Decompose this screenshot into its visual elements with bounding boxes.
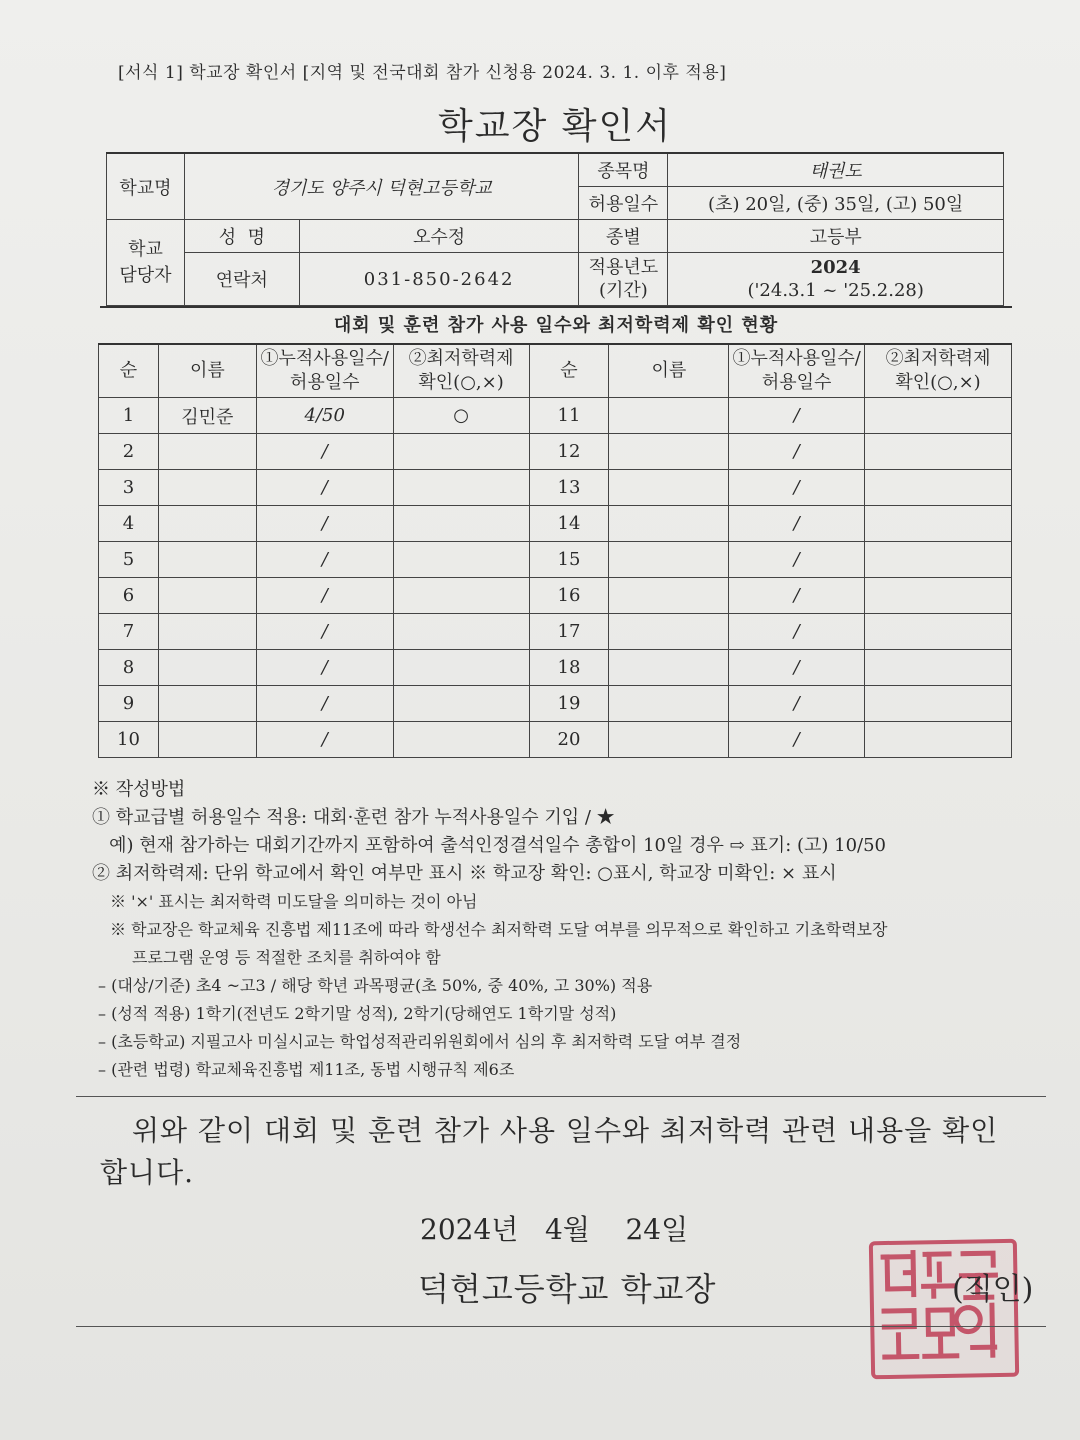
confirmation-line-1: 위와 같이 대회 및 훈련 참가 사용 일수와 최저학력 관련 내용을 확인 bbox=[132, 1114, 999, 1147]
row-name-2 bbox=[609, 434, 729, 470]
header-check-line1: ②최저학력제 bbox=[408, 348, 514, 369]
period-value: ('24.3.1 ~ '25.2.28) bbox=[747, 280, 924, 301]
note-dash-4: – (관련 법령) 학교체육진흥법 제11조, 동법 시행규칙 제6조 bbox=[98, 1060, 515, 1079]
school-label: 학교명 bbox=[107, 153, 185, 220]
signature-date: 2024년 4월 24일 bbox=[420, 1213, 689, 1246]
row-days-2: / bbox=[729, 434, 865, 470]
row-no: 2 bbox=[99, 434, 159, 470]
row-check-2 bbox=[865, 470, 1012, 506]
row-days-2: / bbox=[729, 650, 865, 686]
sport-value: 태권도 bbox=[668, 153, 1004, 187]
confirmation-text bbox=[100, 1110, 1040, 1194]
row-name bbox=[158, 614, 256, 650]
section-title: 대회 및 훈련 참가 사용 일수와 최저학력제 확인 현황 bbox=[100, 306, 1012, 344]
participation-table bbox=[98, 343, 1012, 758]
row-check-2 bbox=[865, 542, 1012, 578]
row-days-2: / bbox=[729, 722, 865, 758]
name-value: 오수정 bbox=[299, 220, 579, 253]
row-name-2 bbox=[609, 506, 729, 542]
category-value: 고등부 bbox=[668, 220, 1004, 253]
table-header-row bbox=[99, 344, 1012, 398]
row-no-2: 19 bbox=[529, 686, 609, 722]
row-check-2 bbox=[865, 434, 1012, 470]
row-check-2 bbox=[865, 650, 1012, 686]
category-label: 종별 bbox=[579, 220, 668, 253]
header-no-2: 순 bbox=[529, 344, 609, 398]
divider-bottom bbox=[76, 1326, 1046, 1327]
row-no-2: 17 bbox=[529, 614, 609, 650]
row-no-2: 14 bbox=[529, 506, 609, 542]
row-days-2: / bbox=[729, 542, 865, 578]
row-days-2: / bbox=[729, 686, 865, 722]
year-value: 2024 bbox=[810, 257, 861, 278]
row-days: / bbox=[256, 686, 393, 722]
row-days-2: / bbox=[729, 506, 865, 542]
row-name bbox=[158, 722, 256, 758]
allowed-days-value: (초) 20일, (중) 35일, (고) 50일 bbox=[668, 187, 1004, 220]
table-row bbox=[99, 434, 1012, 470]
row-no: 4 bbox=[99, 506, 159, 542]
instructions bbox=[92, 776, 1052, 1084]
row-no-2: 18 bbox=[529, 650, 609, 686]
row-check bbox=[393, 542, 529, 578]
row-days: / bbox=[256, 470, 393, 506]
row-check-2 bbox=[865, 614, 1012, 650]
name-label: 성 명 bbox=[184, 220, 299, 253]
table-row bbox=[99, 470, 1012, 506]
row-check-2 bbox=[865, 578, 1012, 614]
row-no: 8 bbox=[99, 650, 159, 686]
row-name-2 bbox=[609, 470, 729, 506]
row-days: / bbox=[256, 506, 393, 542]
row-no: 1 bbox=[99, 398, 159, 434]
seal-mark: (직인) bbox=[952, 1272, 1034, 1307]
row-no: 5 bbox=[99, 542, 159, 578]
table-row bbox=[99, 398, 1012, 434]
contact-label: 연락처 bbox=[184, 253, 299, 306]
table-row bbox=[99, 578, 1012, 614]
manager-label-line2: 담당자 bbox=[119, 264, 172, 286]
row-no: 7 bbox=[99, 614, 159, 650]
note-item-1-example: 예) 현재 참가하는 대회기간까지 포함하여 출석인정결석일수 총합이 10일 경우 ⇨ 표기: (고) 10/50 bbox=[92, 835, 887, 856]
row-no: 6 bbox=[99, 578, 159, 614]
principal-name: 덕현고등학교 학교장 bbox=[418, 1270, 717, 1308]
row-check bbox=[393, 614, 529, 650]
row-check bbox=[393, 434, 529, 470]
table-row bbox=[99, 506, 1012, 542]
header-name-2: 이름 bbox=[609, 344, 729, 398]
year-label-line1: 적용년도 bbox=[588, 257, 659, 278]
row-no-2: 12 bbox=[529, 434, 609, 470]
row-check-2 bbox=[865, 686, 1012, 722]
row-days: 4/50 bbox=[256, 398, 393, 434]
school-value: 경기도 양주시 덕현고등학교 bbox=[184, 153, 579, 220]
sport-label: 종목명 bbox=[579, 153, 668, 187]
header-days bbox=[256, 344, 393, 398]
header-check-line2: 확인(○,×) bbox=[418, 372, 504, 393]
confirmation-line-2: 합니다. bbox=[100, 1156, 195, 1189]
table-row bbox=[99, 686, 1012, 722]
row-check-2 bbox=[865, 398, 1012, 434]
year-label-line2: (기간) bbox=[598, 280, 648, 301]
header-check-2 bbox=[865, 344, 1012, 398]
row-check: ○ bbox=[393, 398, 529, 434]
manager-label-line1: 학교 bbox=[128, 238, 163, 260]
header-check bbox=[393, 344, 529, 398]
row-name bbox=[158, 578, 256, 614]
divider-top bbox=[76, 1096, 1046, 1097]
row-name-2 bbox=[609, 398, 729, 434]
header-name: 이름 bbox=[158, 344, 256, 398]
row-days: / bbox=[256, 578, 393, 614]
row-name-2 bbox=[609, 614, 729, 650]
row-name bbox=[158, 650, 256, 686]
row-no-2: 16 bbox=[529, 578, 609, 614]
row-no: 10 bbox=[99, 722, 159, 758]
row-check-2 bbox=[865, 722, 1012, 758]
row-name bbox=[158, 506, 256, 542]
row-name-2 bbox=[609, 722, 729, 758]
note-item-2: ② 최저학력제: 단위 학교에서 확인 여부만 표시 ※ 학교장 확인: ○표시, 학교장 미확인: × 표시 bbox=[92, 863, 837, 884]
form-label: [서식 1] 학교장 확인서 [지역 및 전국대회 참가 신청용 2024. 3. 1. 이후 적용] bbox=[118, 63, 727, 83]
table-row bbox=[99, 650, 1012, 686]
year-label bbox=[579, 253, 668, 306]
header-days-line1: ①누적사용일수/ bbox=[260, 348, 389, 369]
note-item-1: ① 학교급별 허용일수 적용: 대회·훈련 참가 누적사용일수 기입 / ★ bbox=[92, 807, 615, 828]
header-days-2-line1: ①누적사용일수/ bbox=[732, 348, 861, 369]
row-no-2: 11 bbox=[529, 398, 609, 434]
row-check bbox=[393, 470, 529, 506]
row-name-2 bbox=[609, 686, 729, 722]
header-no: 순 bbox=[99, 344, 159, 398]
note-dash-2: – (성적 적용) 1학기(전년도 2학기말 성적), 2학기(당해연도 1학기말 성적) bbox=[98, 1004, 617, 1023]
row-check bbox=[393, 686, 529, 722]
header-days-2-line2: 허용일수 bbox=[761, 372, 832, 393]
row-days: / bbox=[256, 434, 393, 470]
row-name: 김민준 bbox=[158, 398, 256, 434]
table-row bbox=[99, 542, 1012, 578]
row-no-2: 13 bbox=[529, 470, 609, 506]
row-days: / bbox=[256, 650, 393, 686]
row-days-2: / bbox=[729, 398, 865, 434]
table-row bbox=[99, 722, 1012, 758]
row-check bbox=[393, 506, 529, 542]
row-days: / bbox=[256, 614, 393, 650]
header-days-2 bbox=[729, 344, 865, 398]
row-no-2: 15 bbox=[529, 542, 609, 578]
row-check-2 bbox=[865, 506, 1012, 542]
row-days-2: / bbox=[729, 470, 865, 506]
row-no: 9 bbox=[99, 686, 159, 722]
row-check bbox=[393, 722, 529, 758]
row-no: 3 bbox=[99, 470, 159, 506]
row-name-2 bbox=[609, 650, 729, 686]
notes-heading: ※ 작성방법 bbox=[92, 779, 186, 800]
header-check-2-line2: 확인(○,×) bbox=[895, 372, 981, 393]
row-name bbox=[158, 434, 256, 470]
note-dash-1: – (대상/기준) 초4 ~고3 / 해당 학년 과목평균(초 50%, 중 40%, 고 30%) 적용 bbox=[98, 976, 653, 995]
official-seal-stamp bbox=[869, 1239, 1019, 1380]
contact-value: 031-850-2642 bbox=[299, 253, 579, 306]
header-check-2-line1: ②최저학력제 bbox=[885, 348, 991, 369]
row-name bbox=[158, 542, 256, 578]
row-days: / bbox=[256, 722, 393, 758]
row-name-2 bbox=[609, 542, 729, 578]
note-sub-2a: ※ 학교장은 학교체육 진흥법 제11조에 따라 학생선수 최저학력 도달 여부를 의무적으로 확인하고 기초학력보장 bbox=[110, 920, 888, 939]
row-days-2: / bbox=[729, 578, 865, 614]
row-name bbox=[158, 686, 256, 722]
table-row bbox=[99, 614, 1012, 650]
page-title: 학교장 확인서 bbox=[437, 106, 673, 147]
row-name bbox=[158, 470, 256, 506]
manager-label bbox=[107, 220, 185, 306]
header-days-line2: 허용일수 bbox=[289, 372, 360, 393]
row-name-2 bbox=[609, 578, 729, 614]
year-value-cell bbox=[668, 253, 1004, 306]
note-dash-3: – (초등학교) 지필고사 미실시교는 학업성적관리위원회에서 심의 후 최저학력 도달 여부 결정 bbox=[98, 1032, 742, 1051]
allowed-days-label: 허용일수 bbox=[579, 187, 668, 220]
row-days-2: / bbox=[729, 614, 865, 650]
note-sub-2b: 프로그램 운영 등 적절한 조치를 취하여야 함 bbox=[132, 948, 441, 967]
row-days: / bbox=[256, 542, 393, 578]
row-no-2: 20 bbox=[529, 722, 609, 758]
row-check bbox=[393, 578, 529, 614]
row-check bbox=[393, 650, 529, 686]
note-sub-1: ※ '×' 표시는 최저학력 미도달을 의미하는 것이 아님 bbox=[110, 892, 478, 911]
info-table bbox=[106, 152, 1004, 306]
